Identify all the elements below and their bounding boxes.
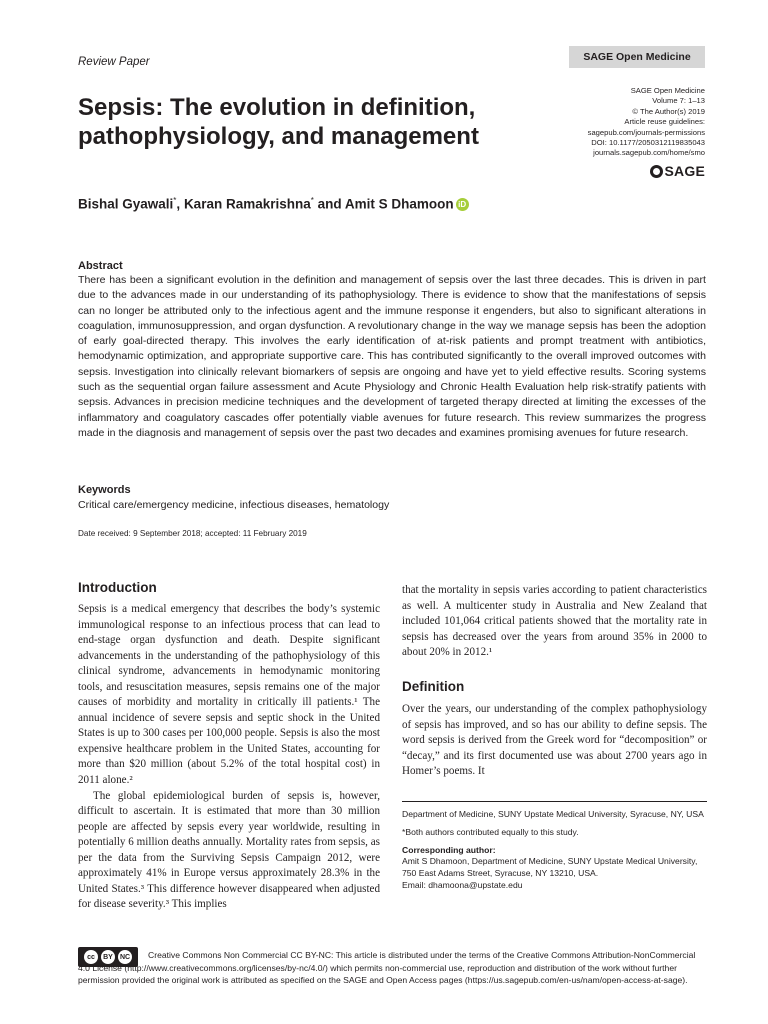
sage-logo bbox=[650, 163, 705, 179]
equal-contribution-mark: * bbox=[173, 196, 177, 205]
noncommercial-icon: NC bbox=[118, 950, 132, 964]
meta-journal: SAGE Open Medicine bbox=[630, 86, 705, 95]
license-text: Creative Commons Non Commercial CC BY-NC: This article is distributed under the terms of the Creative Commons Attribution-NonCommercial 4.0 License (http://www.creativecommons.org/licenses/by-nc/4.0/) which permits non-commercial use, reproduction and distribution of the work without further permission provided the original work is attributed as specified on the SAGE and Open Access pages (https://us.sagepub.com/en-us/nam/open-access-at-sage). bbox=[78, 950, 696, 986]
meta-permissions-link[interactable]: sagepub.com/journals-permissions bbox=[587, 127, 705, 137]
title-line-2: pathophysiology, and management bbox=[78, 123, 479, 150]
author-name: Amit S Dhamoon bbox=[344, 196, 454, 212]
meta-reuse-label: Article reuse guidelines: bbox=[624, 117, 705, 127]
dates-line: Date received: 9 September 2018; accepted: 11 February 2019 bbox=[78, 529, 307, 538]
left-column bbox=[78, 602, 380, 913]
title-line-1: Sepsis: The evolution in definition, bbox=[78, 94, 476, 121]
meta-copyright: © The Author(s) 2019 bbox=[632, 106, 705, 116]
meta-volume: Volume 7: 1–13 bbox=[652, 96, 705, 106]
abstract-heading: Abstract bbox=[78, 260, 123, 272]
right-column-continuation bbox=[402, 583, 707, 661]
author-list bbox=[78, 196, 469, 212]
article-type-label: Review Paper bbox=[78, 56, 150, 68]
article-title bbox=[78, 93, 548, 151]
author-separator: , bbox=[176, 196, 184, 212]
sage-swirl-icon bbox=[650, 165, 663, 178]
sage-logo-text: SAGE bbox=[664, 163, 705, 179]
affiliation-note: Department of Medicine, SUNY Upstate Medical University, Syracuse, NY, USA bbox=[402, 809, 704, 819]
definition-column bbox=[402, 702, 707, 780]
journal-name: SAGE Open Medicine bbox=[583, 51, 691, 63]
orcid-icon[interactable]: iD bbox=[456, 198, 469, 211]
paragraph: Over the years, our understanding of the complex pathophysiology of sepsis has improved, and so has our ability to define sepsis. The word sepsis is derived from the Greek word for “decomposition” or “decay,” and its first documented use was about 2700 years ago in Homer’s poems. It bbox=[402, 703, 707, 778]
keywords-heading: Keywords bbox=[78, 484, 131, 496]
definition-heading: Definition bbox=[402, 679, 465, 694]
footnotes bbox=[402, 809, 707, 892]
author-name: Bishal Gyawali bbox=[78, 196, 174, 212]
equal-contribution-mark: * bbox=[310, 196, 314, 205]
attribution-icon: BY bbox=[101, 950, 115, 964]
article-metadata bbox=[588, 86, 705, 159]
journal-name-banner bbox=[569, 46, 705, 68]
meta-journal-link[interactable]: journals.sagepub.com/home/smo bbox=[593, 148, 705, 158]
meta-doi[interactable]: DOI: 10.1177/2050312119835043 bbox=[591, 138, 705, 148]
footnote-divider bbox=[402, 801, 707, 802]
cc-icon: cc bbox=[84, 950, 98, 964]
paragraph: that the mortality in sepsis varies according to patient characteristics as well. A multicenter study in Australia and New Zealand that included 101,064 critical patients showed that the mortality rate in sepsis has decreased over the years from around 35% in 2000 to about 20% in 2012.¹ bbox=[402, 584, 707, 659]
paragraph: Sepsis is a medical emergency that describes the body’s systemic immunological response to an infectious process that can lead to end-stage organ dysfunction and death. Despite significant advancements in the understanding of the pathophysiology of this clinical syndrome, advancements in hemodynamic monitoring tools, and resuscitation measures, sepsis remains one of the major causes of morbidity and mortality in critically ill patients.¹ The annual incidence of severe sepsis and septic shock in the United States is up to 300 cases per 100,000 people. Sepsis is also the most expensive healthcare problem in the United States, accounting for more than $20 million (about 5.2% of the total hospital cost) in 2011 alone.² bbox=[78, 603, 380, 787]
introduction-heading: Introduction bbox=[78, 580, 157, 595]
corresponding-author-email[interactable]: Email: dhamoona@upstate.edu bbox=[402, 879, 523, 890]
abstract-text: There has been a significant evolution in the definition and management of sepsis over the last three decades. This is driven in part due to the advances made in our understanding of its pathophysiology. There is evidence to show that the manifestations of sepsis can no longer be attributed only to the infectious agent and the immune response it engenders, but also to significant alterations in coagulation, immunosuppression, and organ dysfunction. A revolutionary change in the way we manage sepsis has been the adoption of early goal-directed therapy. This involves the early identification of at-risk patients and prompt treatment with antibiotics, hemodynamic optimization, and appropriate supportive care. This has contributed significantly to the overall improved outcomes with sepsis. Investigation into clinically relevant biomarkers of sepsis are ongoing and have yet to yield effective results. Scoring systems such as the sequential organ failure assessment and Acute Physiology and Chronic Health Evaluation help risk-stratify patients with sepsis. Advances in precision medicine techniques and the development of targeted therapy directed at limiting the excesses of the inflammatory and coagulatory cascades offer potentially viable avenues for future research. This review summarizes the progress made in the diagnosis and management of sepsis over the past two decades and examines promising avenues for future research. bbox=[78, 274, 706, 439]
author-separator: and bbox=[313, 196, 345, 212]
corresponding-author-address: Amit S Dhamoon, Department of Medicine, SUNY Upstate Medical University, 750 East Adams Street, Syracuse, NY 13210, USA. bbox=[402, 856, 698, 879]
equal-contribution-note: *Both authors contributed equally to this study. bbox=[402, 826, 579, 837]
corresponding-author-heading: Corresponding author: bbox=[402, 844, 496, 855]
keywords-text: Critical care/emergency medicine, infectious diseases, hematology bbox=[78, 499, 390, 511]
paragraph: The global epidemiological burden of sepsis is, however, difficult to ascertain. It is estimated that more than 30 million people are affected by sepsis every year worldwide, resulting in potentially 6 million deaths annually. Mortality rates from sepsis, as per the data from the Surviving Sepsis Campaign 2012, were approximately 41% in Europe versus approximately 28.3% in the United States.³ This difference however disappeared when adjusted for disease severity.³ This implies bbox=[78, 789, 380, 911]
author-name: Karan Ramakrishna bbox=[183, 196, 311, 212]
